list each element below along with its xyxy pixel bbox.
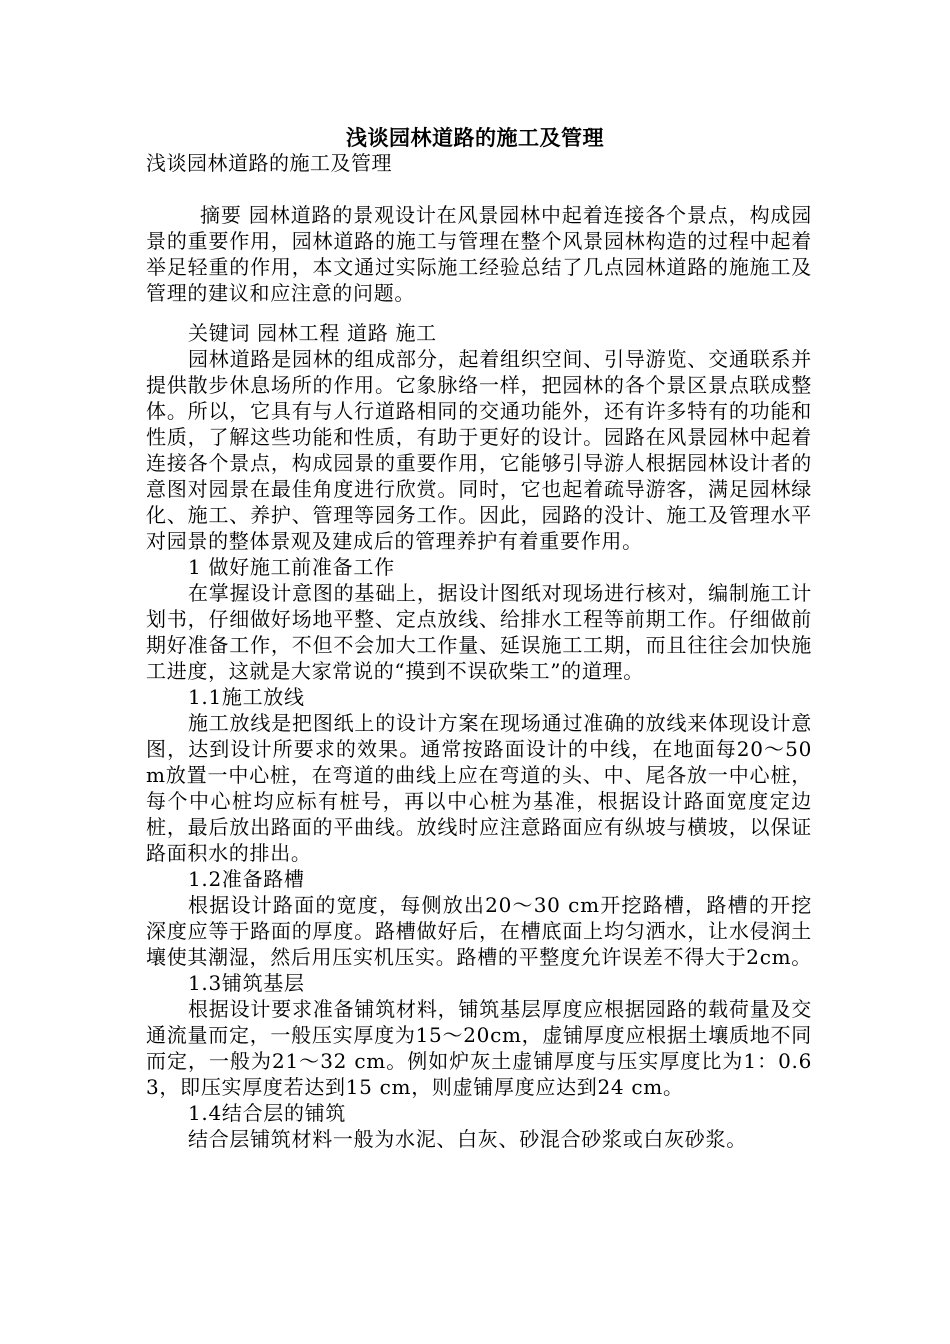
keywords-block bbox=[146, 320, 812, 346]
section-text-1: 在掌握设计意图的基础上，据设计图纸对现场进行核对，编制施工计划书，仔细做好场地平整、定点放线、给排水工程等前期工作。仔细做前期好准备工作，不但不会加大工作量、延误施工工期，而且往往会加快施工进度，这就是大家常说的“摸到不误砍柴工”的道理。 bbox=[146, 581, 812, 683]
section-text-1-4: 结合层铺筑材料一般为水泥、白灰、砂混合砂浆或白灰砂浆。 bbox=[188, 1127, 747, 1151]
section-heading-1: 1 做好施工前准备工作 bbox=[188, 555, 395, 579]
main-content bbox=[146, 346, 812, 1152]
intro-paragraph: 园林道路是园林的组成部分，起着组织空间、引导游览、交通联系并提供散步休息场所的作用。它象脉络一样，把园林的各个景区景点联成整体。所以，它具有与人行道路相同的交通功能外，还有许多特有的功能和性质，了解这些功能和性质，有助于更好的设计。园路在风景园林中起着连接各个景点，构成园景的重要作用，它能够引导游人根据园林设计者的意图对园景在最佳角度进行欣赏。同时，它也起着疏导游客，满足园林绿化、施工、养护、管理等园务工作。因此，园路的没计、施工及管理水平对园景的整体景观及建成后的管理养护有着重要作用。 bbox=[146, 347, 812, 553]
section-heading-1-2: 1.2准备路槽 bbox=[188, 867, 305, 891]
abstract-paragraph: 摘要 园林道路的景观设计在风景园林中起着连接各个景点，构成园景的重要作用，园林道路的施工与管理在整个风景园林构造的过程中起着举足轻重的作用，本文通过实际施工经验总结了几点园林道路的施施工及管理的建议和应注意的问题。 bbox=[146, 203, 812, 305]
section-heading-1-3: 1.3铺筑基层 bbox=[188, 971, 305, 995]
document-subtitle: 浅谈园林道路的施工及管理 bbox=[146, 151, 392, 175]
section-text-1-2: 根据设计路面的宽度，每侧放出20～30 cm开挖路槽，路槽的开挖深度应等于路面的厚度。路槽做好后，在槽底面上均匀洒水，让水侵润土壤使其潮湿，然后用压实机压实。路槽的平整度允许误差不得大于2cm。 bbox=[146, 893, 812, 969]
section-text-1-3: 根据设计要求准备铺筑材料，铺筑基层厚度应根据园路的载荷量及交通流量而定，一般压实厚度为15～20cm，虚铺厚度应根据土壤质地不同而定，一般为21～32 cm。例如炉灰土虚铺厚度与压实厚度比为1：0.63，即压实厚度若达到15 cm，则虚铺厚度应达到24 cm。 bbox=[146, 997, 812, 1099]
abstract-block bbox=[146, 202, 812, 306]
section-heading-1-4: 1.4结合层的铺筑 bbox=[188, 1101, 347, 1125]
section-heading-1-1: 1.1施工放线 bbox=[188, 685, 305, 709]
section-text-1-1: 施工放线是把图纸上的设计方案在现场通过准确的放线来体现设计意图，达到设计所要求的效果。通常按路面设计的中线，在地面每20～50m放置一中心桩，在弯道的曲线上应在弯道的头、中、尾各放一中心桩，每个中心桩均应标有桩号，再以中心桩为基准，根据设计路面宽度定边桩，最后放出路面的平曲线。放线时应注意路面应有纵坡与横坡，以保证路面积水的排出。 bbox=[146, 711, 812, 865]
keywords-line: 关键词 园林工程 道路 施工 bbox=[188, 321, 437, 345]
document-title: 浅谈园林道路的施工及管理 bbox=[346, 125, 604, 150]
